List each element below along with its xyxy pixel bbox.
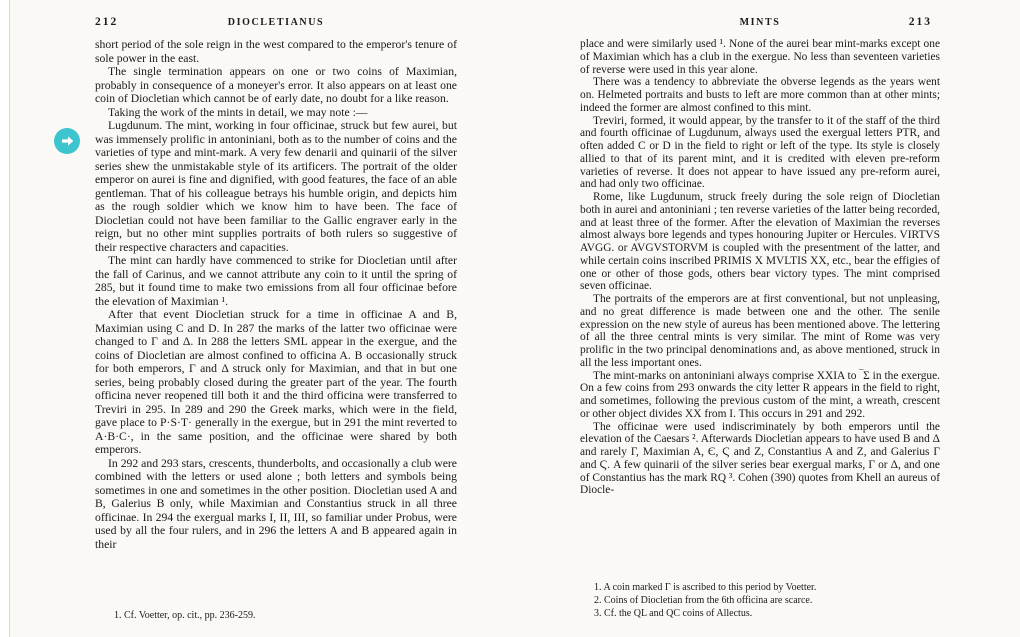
- right-running-head: MINTS: [739, 17, 781, 28]
- page-left: [95, 14, 457, 621]
- paragraph: After that event Diocletian struck for a time in officinae A and B, Maximian using C and D. In 287 the marks of the latter two officinae were changed to Γ and Δ. In 288 the letters SML appear in the exergue, and the coins of Diocletian are almost confined to officina A. B occasionally struck for both emperors, Γ and Δ struck only for Maximian, and that in but one series, being probably closed during the greater part of the year. The fourth officina never reopened till both it and the third officina were transferred to Treviri in 295. In 289 and 290 the Greek marks, which were in the field, gave place to P·S·T· generally in the exergue, but in 291 the mint reverted to A·B·C·, in the same position, and the officinae were shared by both emperors.: [95, 308, 457, 456]
- footnote: 2. Coins of Diocletian from the 6th officina are scarce.: [594, 594, 813, 606]
- left-page-number: 212: [95, 16, 119, 28]
- right-page-header: [580, 14, 940, 38]
- footnote: 1. Cf. Voetter, op. cit., pp. 236-259.: [114, 610, 256, 621]
- paragraph: The mint-marks on antoniniani always comprise XXIA to ‾Σ in the exergue. On a few coins from 293 onwards the city letter R appears in the field to right, and sometimes, following the previous custom of the mint, a wreath, crescent or other object divides XX from I. This occurs in 291 and 292.: [580, 369, 940, 420]
- left-page-footnotes: [95, 610, 457, 623]
- paragraph: Treviri, formed, it would appear, by the transfer to it of the staff of the third and fourth officinae of Lugdunum, always used the exergual letters PTR, and often added C or D in the field to right or left of the type. Its style is closely allied to that of its parent mint, and it is credited with eleven pre-reform varieties of reverse. It does not appear to have issued any pre-reform aurei, and had only two officinae.: [580, 114, 940, 191]
- paragraph: The portraits of the emperors are at first conventional, but not unpleasing, and no great difference is made between one and the other. The senile expression on the new style of aureus has been mentioned above. The lettering of all the three central mints is very similar. The mint of Rome was very prolific in the two principal denominations and, as above mentioned, struck in all the less important ones.: [580, 293, 940, 369]
- paragraph: Lugdunum. The mint, working in four officinae, struck but few aurei, but was immensely prolific in antoniniani, both as to the number of coins and the varieties of type and mint-mark. A very few denarii and quinarii of the silver series shew the unmistakable style of its artificers. The portrait of the older emperor on aurei is fine and dignified, with good features, the face of an able gentleman. That of his colleague betrays his humble origin, and depicts him as the rough soldier which we know him to have been. The face of Diocletian could not have been familiar to the Gallic engraver early in the reign, but no other mint supplies portraits of both rulers so suggestive of their respective characters and capacities.: [95, 119, 457, 254]
- left-page-text: [95, 38, 457, 551]
- paragraph: The mint can hardly have commenced to strike for Diocletian until after the fall of Carinus, and we cannot attribute any coin to it until the spring of 285, but it found time to make two emissions from all four officinae before the elevation of Maximian ¹.: [95, 254, 457, 308]
- right-page-footnotes: [580, 582, 940, 620]
- paragraph: Taking the work of the mints in detail, we may note :—: [108, 105, 368, 119]
- click-marker: [54, 128, 80, 154]
- paragraph: Rome, like Lugdunum, struck freely during the sole reign of Diocletian both in aurei and antoniniani ; ten reverse varieties of the latter being recorded, and at least three of the former. After the elevation of Maximian the reverses almost always bore legends and types honouring Jupiter or Hercules. VIRTVS AVGG. or AVGVSTORVM is coupled with the presentment of the latter, and while certain coins inscribed PRIMIS X MVLTIS XX, etc., bear the effigies of one or other of those gods, others bear victory types. The mint comprised seven officinae.: [580, 191, 940, 293]
- right-page-number: 213: [908, 16, 932, 28]
- arrow-right-icon: [59, 133, 75, 149]
- paragraph: The officinae were used indiscriminately by both emperors until the elevation of the Caesars ². Afterwards Diocletian appears to have used B and Δ and rarely Γ, Maximian A, Є, Ϛ and Z, Constantius A and Z, and Galerius Γ and Ϛ. A few quinarii of the silver series bear exergual marks, Γ or Δ, and one of Constantius has the mark RQ ³. Cohen (390) quotes from Khell an aureus of Diocle-: [580, 420, 940, 497]
- paragraph: place and were similarly used ¹. None of the aurei bear mint-marks except one of Maximian which has a club in the exergue. No less than seventeen varieties of reverse were used in this year alone.: [580, 38, 940, 76]
- left-page-header: [95, 14, 457, 38]
- footnote: 3. Cf. the QL and QC coins of Allectus.: [594, 607, 753, 619]
- paragraph: In 292 and 293 stars, crescents, thunderbolts, and occasionally a club were combined with the letters or used alone ; both letters and symbols being sometimes in one and sometimes in the other position. Diocletian used A and B, Galerius B only, while Maximian and Constantius struck in all three officinae. In 294 the exergual marks I, II, III, so familiar under Probus, were used by all the four rulers, and in 296 the letters A and B appeared again in their: [95, 456, 457, 551]
- paragraph: The single termination appears on one or two coins of Maximian, probably in consequence of a moneyer's error. It also appears on at least one coin of Diocletian which cannot be of early date, no doubt for a like reason.: [95, 65, 457, 105]
- footnote: 1. A coin marked Γ is ascribed to this period by Voetter.: [594, 582, 817, 593]
- page-right: [580, 14, 940, 619]
- scan-left-edge: [0, 0, 10, 637]
- left-running-head: DIOCLETIANUS: [227, 17, 325, 28]
- right-page-text: [580, 38, 940, 497]
- paragraph: There was a tendency to abbreviate the obverse legends as the years went on. Helmeted portraits and busts to left are more common than at other mints; indeed the former are almost confined to this mint.: [580, 76, 940, 114]
- paragraph: short period of the sole reign in the west compared to the emperor's tenure of sole power in the east.: [95, 38, 457, 65]
